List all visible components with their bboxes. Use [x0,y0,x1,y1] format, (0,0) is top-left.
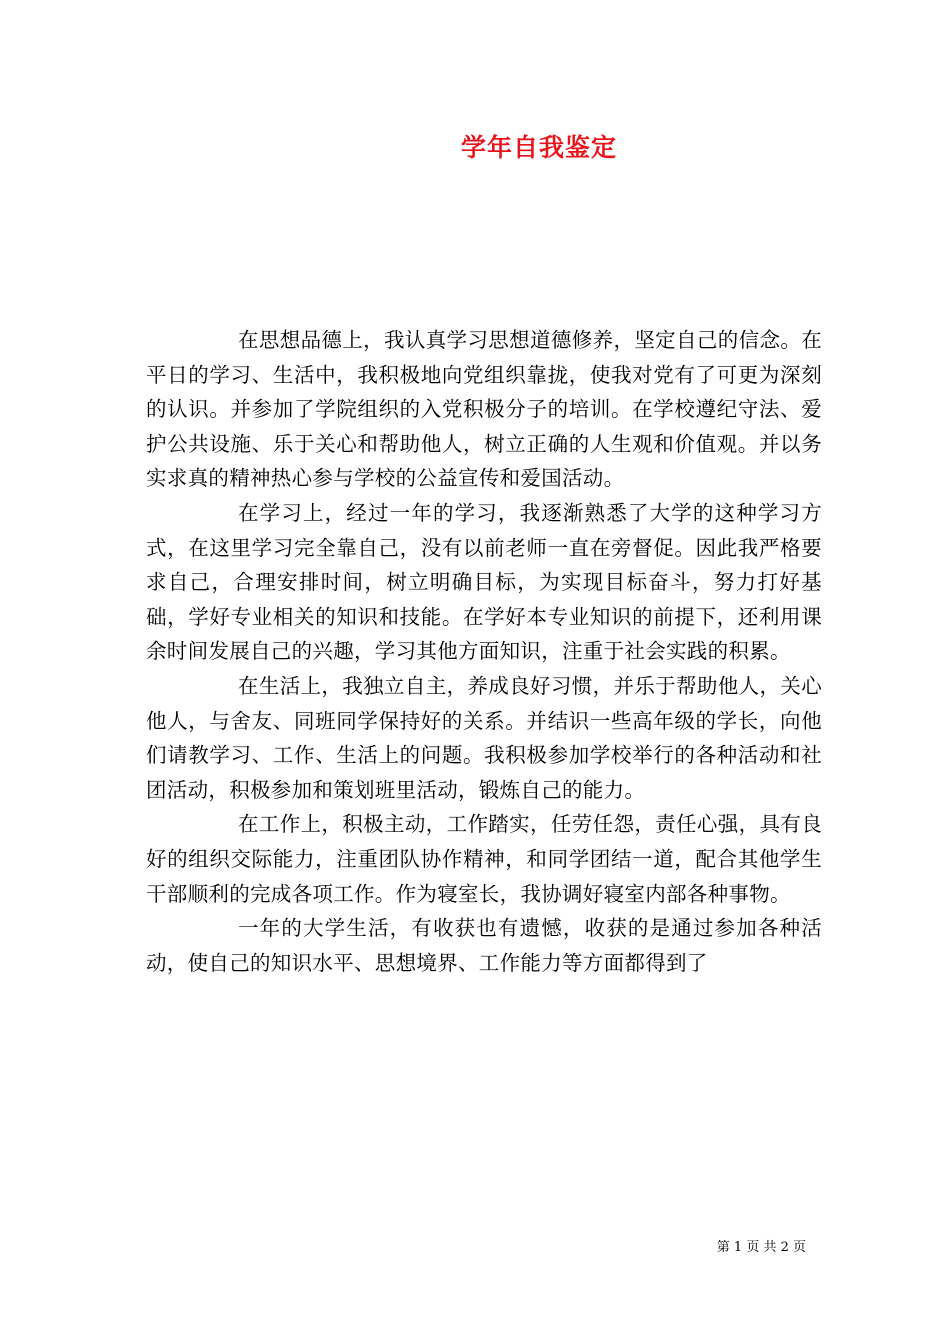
paragraph-life: 在生活上，我独立自主，养成良好习惯，并乐于帮助他人，关心他人，与舍友、同班同学保持好的关系。并结识一些高年级的学长，向他们请教学习、工作、生活上的问题。我积极参加学校举行的各种活动和社团活动，积极参加和策划班里活动，锻炼自己的能力。 [146,673,822,802]
paragraph-work: 在工作上，积极主动，工作踏实，任劳任怨，责任心强，具有良好的组织交际能力，注重团队协作精神，和同学团结一道，配合其他学生干部顺利的完成各项工作。作为寝室长，我协调好寝室内部各种事物。 [146,812,822,906]
paragraph-morality: 在思想品德上，我认真学习思想道德修养，坚定自己的信念。在平日的学习、生活中，我积极地向党组织靠拢，使我对党有了可更为深刻的认识。并参加了学院组织的入党积极分子的培训。在学校遵纪守法、爱护公共设施、乐于关心和帮助他人，树立正确的人生观和价值观。并以务实求真的精神热心参与学校的公益宣传和爱国活动。 [146,328,822,491]
document-body [146,323,822,980]
page-number-footer: 第 1 页 共 2 页 [716,1240,806,1255]
paragraph-summary: 一年的大学生活，有收获也有遗憾，收获的是通过参加各种活动，使自己的知识水平、思想境界、工作能力等方面都得到了 [146,916,822,975]
document-title: 学年自我鉴定 [460,133,617,162]
paragraph-study: 在学习上，经过一年的学习，我逐渐熟悉了大学的这种学习方式，在这里学习完全靠自己，没有以前老师一直在旁督促。因此我严格要求自己，合理安排时间，树立明确目标，为实现目标奋斗，努力打好基础，学好专业相关的知识和技能。在学好本专业知识的前提下，还利用课余时间发展自己的兴趣，学习其他方面知识，注重于社会实践的积累。 [146,500,822,664]
